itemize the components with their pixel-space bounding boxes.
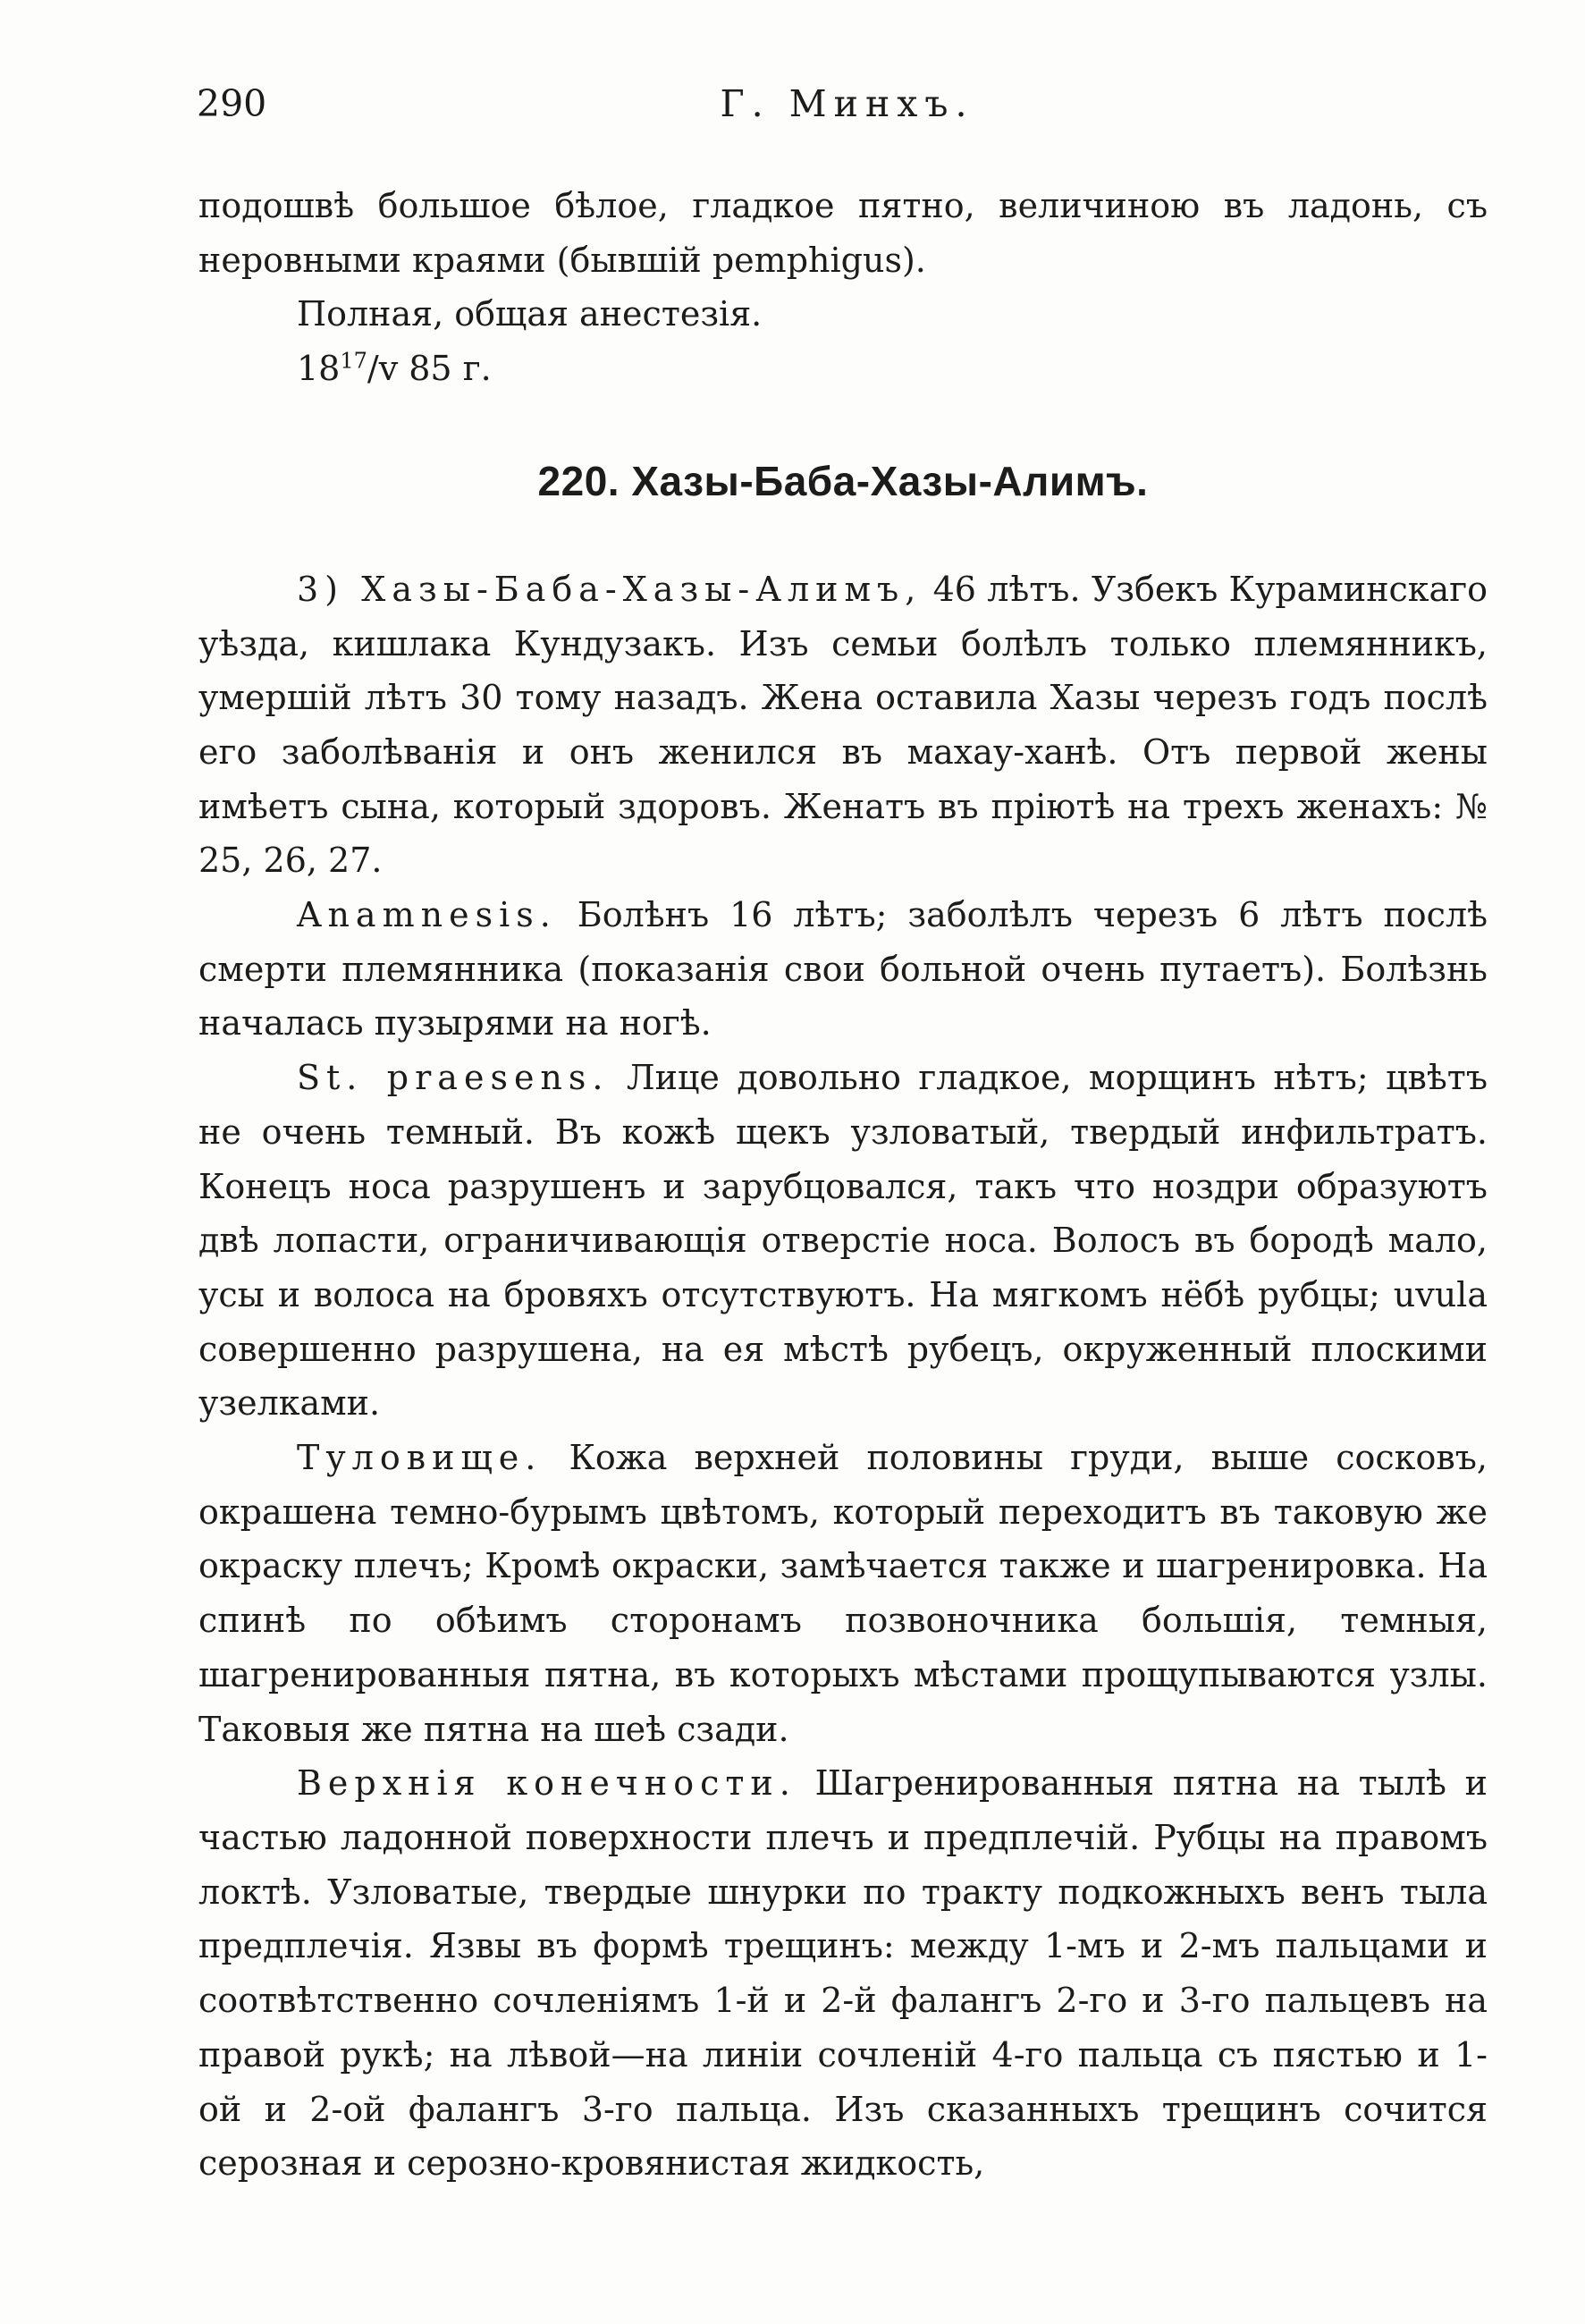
date-line xyxy=(198,342,1488,396)
date-superscript: 17 xyxy=(340,348,367,374)
date-suffix: /v 85 г. xyxy=(367,349,492,389)
upper-limbs-text: Шагренированныя пятна на тылѣ и частью ладонной поверхности плечъ и предплечій. Рубцы на правомъ локтѣ. Узловатые, твердые шнурки по тракту подкожныхъ венъ тыла предплечія. Язвы въ формѣ трещинъ: между 1-мъ и 2-мъ пальцами и соотвѣтственно сочленіямъ 1-й и 2-й фалангъ 2-го и 3-го пальцевъ на правой рукѣ; на лѣвой—на линіи сочленій 4-го пальца съ пястью и 1-ой и 2-ой фалангъ 3-го пальца. Изъ сказанныхъ трещинъ сочится серозная и серозно-кровянистая жидкость, xyxy=(198,1763,1488,2184)
body-text xyxy=(198,179,1488,2191)
running-title: Г. Минхъ. xyxy=(720,82,974,125)
trunk-heading: Туловище. xyxy=(297,1438,543,1478)
upper-limbs-heading: Верхнія конечности. xyxy=(297,1763,797,1804)
date-prefix: 18 xyxy=(297,349,341,389)
intro-paragraph xyxy=(198,562,1488,888)
page-number: 290 xyxy=(197,82,267,125)
anamnesis-text: Болѣнъ 16 лѣтъ; заболѣлъ черезъ 6 лѣтъ послѣ смерти племянника (показанія свои больной очень путаетъ). Болѣзнь началась пузырями на ногѣ. xyxy=(198,895,1488,1044)
running-head xyxy=(197,82,1497,136)
patient-name: 3) Хазы-Баба-Хазы-Алимъ, xyxy=(297,569,923,609)
trunk-paragraph xyxy=(198,1431,1488,1756)
upper-limbs-paragraph xyxy=(198,1756,1488,2191)
status-paragraph xyxy=(198,1051,1488,1431)
status-text: Лице довольно гладкое, морщинъ нѣтъ; цвѣтъ не очень темный. Въ кожѣ щекъ узловатый, твердый инфильтратъ. Конецъ носа разрушенъ и зарубцовался, такъ что ноздри образуютъ двѣ лопасти, ограничивающія отверстіе носа. Волосъ въ бородѣ мало, усы и волоса на бровяхъ отсутствуютъ. На мягкомъ нёбѣ рубцы; uvula совершенно разрушена, на ея мѣстѣ рубецъ, окруженный плоскими узелками. xyxy=(198,1058,1488,1424)
status-heading: St. praesens. xyxy=(297,1058,610,1098)
trunk-text: Кожа верхней половины груди, выше сосковъ, окрашена темно-бурымъ цвѣтомъ, который переходитъ въ таковую же окраску плечъ; Кромѣ окраски, замѣчается также и шагренировка. На спинѣ по обѣимъ сторонамъ позвоночника большія, темныя, шагренированныя пятна, въ которыхъ мѣстами прощупываются узлы. Таковыя же пятна на шеѣ сзади. xyxy=(198,1438,1488,1749)
anamnesis-heading: Anamnesis. xyxy=(297,895,557,935)
continuation-paragraph: подошвѣ большое бѣлое, гладкое пятно, величиною въ ладонь, съ неровными краями (бывшій pemphigus). xyxy=(198,186,1488,280)
section-heading: 220. Хазы-Баба-Хазы-Алимъ. xyxy=(537,457,1149,504)
anamnesis-paragraph xyxy=(198,888,1488,1051)
anesthesia-line: Полная, общая анестезія. xyxy=(297,294,763,334)
intro-text: 46 лѣтъ. Узбекъ Кураминскаго уѣзда, кишлака Кундузакъ. Изъ семьи болѣлъ только племянникъ, умершій лѣтъ 30 тому назадъ. Жена оставила Хазы черезъ годъ послѣ его заболѣванія и онъ женился въ махау-ханѣ. Отъ первой жены имѣетъ сына, который здоровъ. Женатъ въ пріютѣ на трехъ женахъ: № 25, 26, 27. xyxy=(198,569,1488,881)
